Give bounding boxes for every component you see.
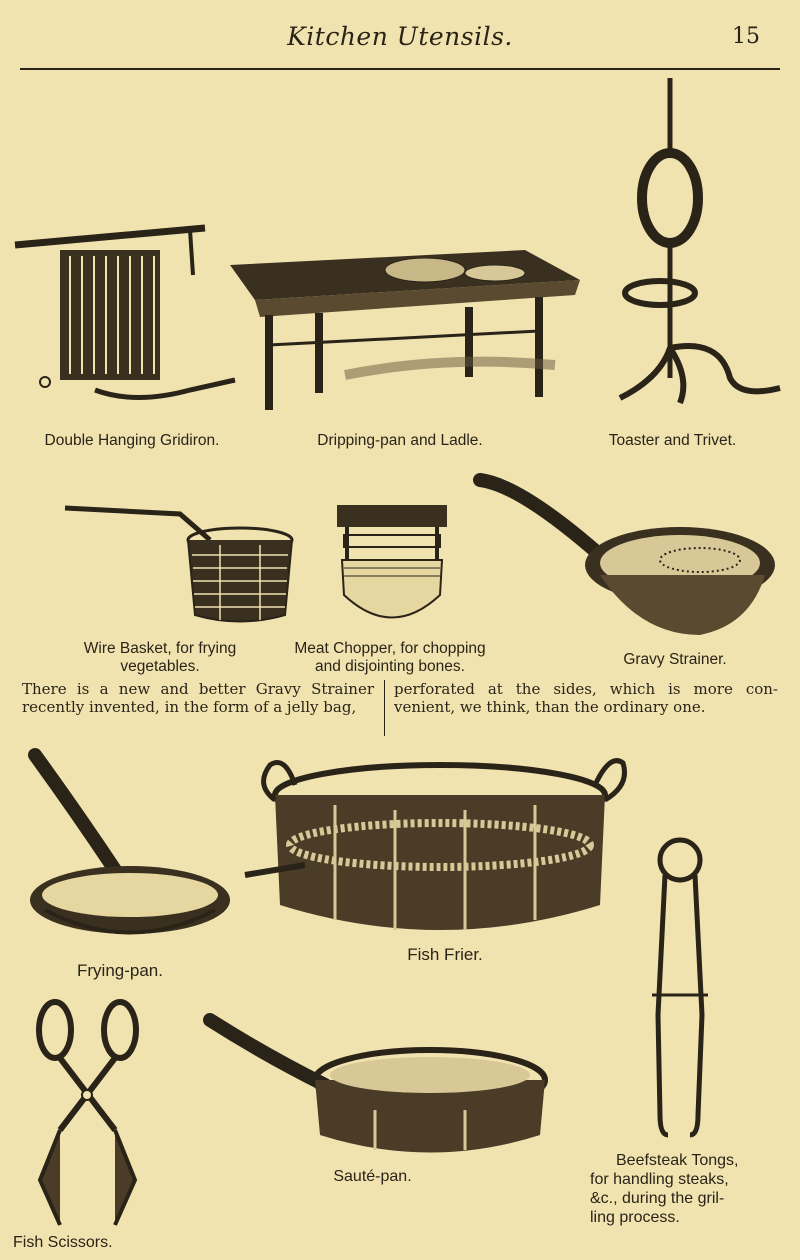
gridiron-illustration [15,190,245,420]
gravy-strainer-caption: Gravy Strainer. [623,651,727,668]
paragraph-right-column: perforated at the sides, which is more con- venient, we think, than the ordinary one. [394,680,778,716]
gravy-strainer-illustration [470,475,780,645]
wire-basket-caption-line-1: Wire Basket, for frying [83,640,237,657]
fish-frier-illustration [245,745,645,945]
dripping-pan-illustration [225,245,590,415]
beefsteak-tongs-caption-line-2: for handling steaks, [590,1171,729,1188]
frying-pan-illustration [25,750,240,950]
frying-pan-caption: Frying-pan. [77,961,163,980]
toaster-caption: Toaster and Trivet. [608,432,737,449]
saute-pan-illustration [205,1015,550,1165]
paragraph-left-column: There is a new and better Gravy Strainer recently invented, in the form of a jelly bag, [22,680,374,716]
beefsteak-tongs-caption-line-1: Beefsteak Tongs, [616,1152,739,1169]
beefsteak-tongs-caption-line-3: &c., during the gril- [590,1190,725,1207]
dripping-pan-caption: Dripping-pan and Ladle. [317,432,483,449]
fish-frier-caption: Fish Frier. [407,945,483,964]
meat-chopper-caption-line-1: Meat Chopper, for chopping [294,640,486,657]
beefsteak-tongs-caption-line-4: ling process. [590,1209,680,1226]
gridiron-caption: Double Hanging Gridiron. [44,432,220,449]
toaster-illustration [600,78,790,418]
page-number: 15 [732,24,760,49]
meat-chopper-caption-line-2: and disjointing bones. [315,658,465,675]
running-header: Kitchen Utensils. [287,22,513,51]
wire-basket-illustration [60,500,300,630]
beefsteak-tongs-illustration [640,835,720,1145]
wire-basket-caption-line-2: vegetables. [120,658,200,675]
meat-chopper-illustration [332,500,452,635]
fish-scissors-illustration [20,1000,160,1230]
saute-pan-caption: Sauté-pan. [333,1168,412,1185]
header-rule [20,68,780,70]
fish-scissors-caption: Fish Scissors. [13,1234,113,1251]
column-divider [384,680,385,736]
